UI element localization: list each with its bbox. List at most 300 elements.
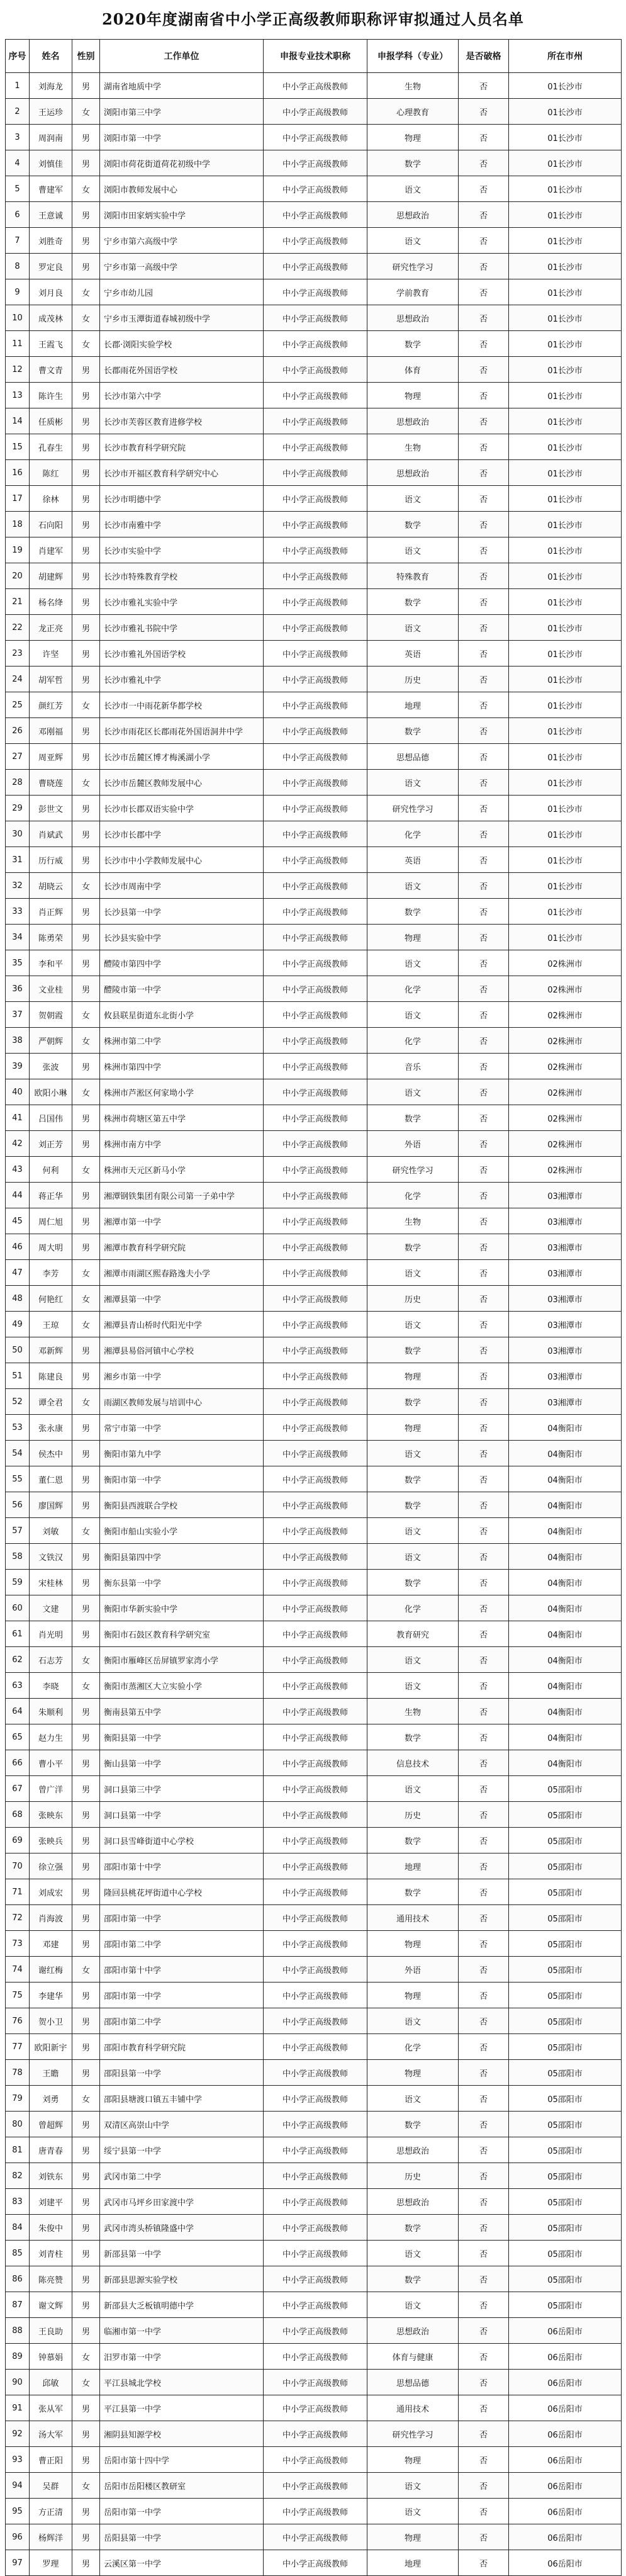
cell-exception: 否	[459, 1828, 509, 1853]
cell-title: 中小学正高级教师	[264, 1415, 367, 1441]
cell-exception: 否	[459, 254, 509, 279]
cell-title: 中小学正高级教师	[264, 486, 367, 512]
cell-exception: 否	[459, 770, 509, 796]
cell-subject: 语文	[367, 2473, 459, 2499]
cell-gender: 女	[72, 2086, 100, 2112]
cell-title: 中小学正高级教师	[264, 537, 367, 563]
cell-city: 02株洲市	[509, 1054, 622, 1079]
cell-exception: 否	[459, 2473, 509, 2499]
cell-subject: 语文	[367, 1002, 459, 1028]
cell-exception: 否	[459, 925, 509, 950]
cell-city: 01长沙市	[509, 692, 622, 718]
cell-subject: 历史	[367, 2163, 459, 2189]
cell-subject: 思想政治	[367, 460, 459, 486]
cell-index: 3	[6, 125, 30, 150]
cell-title: 中小学正高级教师	[264, 2086, 367, 2112]
cell-workplace: 株洲市南方中学	[100, 1131, 264, 1157]
cell-title: 中小学正高级教师	[264, 125, 367, 150]
cell-name: 文建	[30, 1595, 72, 1621]
cell-index: 53	[6, 1415, 30, 1441]
cell-gender: 男	[72, 537, 100, 563]
cell-workplace: 浏阳市第一中学	[100, 125, 264, 150]
cell-gender: 女	[72, 1673, 100, 1699]
cell-name: 曹建军	[30, 176, 72, 202]
table-row	[6, 770, 622, 796]
cell-title: 中小学正高级教师	[264, 2524, 367, 2550]
cell-exception: 否	[459, 2060, 509, 2086]
cell-exception: 否	[459, 976, 509, 1002]
cell-name: 邓建	[30, 1931, 72, 1957]
cell-city: 06岳阳市	[509, 2370, 622, 2395]
cell-city: 06岳阳市	[509, 2524, 622, 2550]
cell-exception: 否	[459, 125, 509, 150]
table-row	[6, 1002, 622, 1028]
cell-subject: 外语	[367, 1957, 459, 1983]
cell-subject: 语文	[367, 950, 459, 976]
cell-name: 王琼	[30, 1312, 72, 1337]
cell-gender: 男	[72, 1750, 100, 1776]
cell-exception: 否	[459, 1234, 509, 1260]
table-row	[6, 1673, 622, 1699]
cell-subject: 物理	[367, 125, 459, 150]
cell-name: 罗理	[30, 2550, 72, 2576]
cell-gender: 女	[72, 1647, 100, 1673]
cell-index: 55	[6, 1466, 30, 1492]
cell-gender: 女	[72, 770, 100, 796]
cell-city: 05邵阳市	[509, 2137, 622, 2163]
cell-index: 79	[6, 2086, 30, 2112]
cell-title: 中小学正高级教师	[264, 2163, 367, 2189]
col-header-exception: 是否破格	[459, 40, 509, 73]
cell-gender: 男	[72, 796, 100, 821]
cell-exception: 否	[459, 1157, 509, 1183]
cell-index: 17	[6, 486, 30, 512]
cell-city: 01长沙市	[509, 666, 622, 692]
cell-subject: 物理	[367, 2060, 459, 2086]
cell-workplace: 株洲市芦淞区何家坳小学	[100, 1079, 264, 1105]
cell-title: 中小学正高级教师	[264, 305, 367, 331]
cell-index: 67	[6, 1776, 30, 1802]
cell-name: 肖斌武	[30, 821, 72, 847]
cell-gender: 男	[72, 1621, 100, 1647]
cell-index: 61	[6, 1621, 30, 1647]
cell-subject: 语文	[367, 770, 459, 796]
cell-exception: 否	[459, 408, 509, 434]
cell-exception: 否	[459, 2112, 509, 2137]
cell-name: 陈建良	[30, 1363, 72, 1389]
cell-workplace: 新邵县第一中学	[100, 2241, 264, 2266]
cell-workplace: 衡山县第一中学	[100, 1750, 264, 1776]
table-row	[6, 228, 622, 254]
cell-workplace: 隆回县桃花坪街道中心学校	[100, 1879, 264, 1905]
cell-name: 李和平	[30, 950, 72, 976]
table-header-row	[6, 40, 622, 73]
cell-city: 06岳阳市	[509, 2499, 622, 2524]
cell-index: 64	[6, 1699, 30, 1724]
cell-gender: 女	[72, 1002, 100, 1028]
cell-city: 01长沙市	[509, 357, 622, 383]
cell-title: 中小学正高级教师	[264, 925, 367, 950]
cell-index: 77	[6, 2034, 30, 2060]
cell-gender: 男	[72, 615, 100, 641]
cell-city: 05邵阳市	[509, 1828, 622, 1853]
table-row	[6, 1853, 622, 1879]
cell-name: 刘海龙	[30, 73, 72, 99]
cell-gender: 男	[72, 1363, 100, 1389]
cell-name: 谭全君	[30, 1389, 72, 1415]
cell-city: 05邵阳市	[509, 2086, 622, 2112]
cell-exception: 否	[459, 615, 509, 641]
cell-exception: 否	[459, 1441, 509, 1466]
cell-name: 邓新辉	[30, 1337, 72, 1363]
cell-gender: 男	[72, 2189, 100, 2215]
table-row	[6, 1208, 622, 1234]
cell-title: 中小学正高级教师	[264, 1208, 367, 1234]
cell-index: 82	[6, 2163, 30, 2189]
cell-workplace: 岳阳市第十四中学	[100, 2447, 264, 2473]
cell-subject: 思想政治	[367, 408, 459, 434]
cell-title: 中小学正高级教师	[264, 2137, 367, 2163]
cell-index: 6	[6, 202, 30, 228]
cell-workplace: 衡阳县第四中学	[100, 1544, 264, 1570]
cell-name: 周仁旭	[30, 1208, 72, 1234]
table-row	[6, 1028, 622, 1054]
cell-index: 80	[6, 2112, 30, 2137]
cell-subject: 学前教育	[367, 279, 459, 305]
cell-title: 中小学正高级教师	[264, 2499, 367, 2524]
cell-exception: 否	[459, 1983, 509, 2008]
cell-name: 王瞻	[30, 2060, 72, 2086]
cell-subject: 数学	[367, 1466, 459, 1492]
cell-name: 肖正辉	[30, 899, 72, 925]
table-row	[6, 1879, 622, 1905]
cell-exception: 否	[459, 73, 509, 99]
cell-workplace: 宁乡市第一高级中学	[100, 254, 264, 279]
cell-name: 张从军	[30, 2395, 72, 2421]
cell-city: 05邵阳市	[509, 2112, 622, 2137]
cell-name: 周亚辉	[30, 744, 72, 770]
cell-index: 60	[6, 1595, 30, 1621]
cell-subject: 化学	[367, 2034, 459, 2060]
cell-index: 93	[6, 2447, 30, 2473]
cell-name: 曾广洋	[30, 1776, 72, 1802]
cell-exception: 否	[459, 305, 509, 331]
cell-subject: 数学	[367, 1828, 459, 1853]
cell-name: 欧阳新宇	[30, 2034, 72, 2060]
cell-city: 04衡阳市	[509, 1544, 622, 1570]
cell-exception: 否	[459, 1750, 509, 1776]
cell-title: 中小学正高级教师	[264, 1595, 367, 1621]
cell-workplace: 湘阴县知源学校	[100, 2421, 264, 2447]
cell-name: 曹晓莲	[30, 770, 72, 796]
table-row	[6, 976, 622, 1002]
cell-title: 中小学正高级教师	[264, 2112, 367, 2137]
table-row	[6, 1750, 622, 1776]
cell-title: 中小学正高级教师	[264, 692, 367, 718]
cell-exception: 否	[459, 434, 509, 460]
cell-title: 中小学正高级教师	[264, 1647, 367, 1673]
cell-name: 孔春生	[30, 434, 72, 460]
cell-exception: 否	[459, 1028, 509, 1054]
cell-title: 中小学正高级教师	[264, 1028, 367, 1054]
cell-gender: 男	[72, 228, 100, 254]
cell-subject: 思想品德	[367, 744, 459, 770]
cell-workplace: 株洲市第四中学	[100, 1054, 264, 1079]
cell-subject: 通用技术	[367, 2395, 459, 2421]
cell-workplace: 常宁市第一中学	[100, 1415, 264, 1441]
cell-city: 06岳阳市	[509, 2344, 622, 2370]
cell-index: 23	[6, 641, 30, 666]
cell-name: 陈许生	[30, 383, 72, 408]
cell-name: 刘勇	[30, 2086, 72, 2112]
cell-name: 胡建辉	[30, 563, 72, 589]
cell-title: 中小学正高级教师	[264, 202, 367, 228]
cell-city: 01长沙市	[509, 718, 622, 744]
cell-title: 中小学正高级教师	[264, 99, 367, 125]
cell-index: 26	[6, 718, 30, 744]
cell-title: 中小学正高级教师	[264, 1957, 367, 1983]
cell-exception: 否	[459, 821, 509, 847]
cell-workplace: 长沙市雅礼书院中学	[100, 615, 264, 641]
cell-gender: 男	[72, 925, 100, 950]
cell-index: 35	[6, 950, 30, 976]
cell-city: 02株洲市	[509, 1002, 622, 1028]
cell-index: 21	[6, 589, 30, 615]
cell-subject: 数学	[367, 1724, 459, 1750]
cell-city: 02株洲市	[509, 1131, 622, 1157]
cell-city: 05邵阳市	[509, 1879, 622, 1905]
table-row	[6, 2112, 622, 2137]
cell-exception: 否	[459, 460, 509, 486]
cell-city: 06岳阳市	[509, 2421, 622, 2447]
cell-subject: 历史	[367, 666, 459, 692]
cell-city: 04衡阳市	[509, 1492, 622, 1518]
cell-index: 48	[6, 1286, 30, 1312]
table-row	[6, 408, 622, 434]
table-row	[6, 2086, 622, 2112]
cell-exception: 否	[459, 2292, 509, 2318]
cell-city: 01长沙市	[509, 125, 622, 150]
cell-workplace: 邵阳市第二中学	[100, 2008, 264, 2034]
cell-gender: 男	[72, 2112, 100, 2137]
cell-gender: 男	[72, 150, 100, 176]
cell-index: 25	[6, 692, 30, 718]
cell-title: 中小学正高级教师	[264, 1802, 367, 1828]
table-row	[6, 1079, 622, 1105]
cell-exception: 否	[459, 1724, 509, 1750]
cell-name: 朱顺利	[30, 1699, 72, 1724]
cell-subject: 生物	[367, 1699, 459, 1724]
table-row	[6, 1312, 622, 1337]
cell-title: 中小学正高级教师	[264, 1931, 367, 1957]
cell-workplace: 衡阳县西渡联合学校	[100, 1492, 264, 1518]
cell-title: 中小学正高级教师	[264, 2215, 367, 2241]
cell-city: 05邵阳市	[509, 2292, 622, 2318]
cell-city: 02株洲市	[509, 1157, 622, 1183]
cell-title: 中小学正高级教师	[264, 1853, 367, 1879]
cell-title: 中小学正高级教师	[264, 847, 367, 873]
cell-title: 中小学正高级教师	[264, 408, 367, 434]
cell-workplace: 长沙市雨花区长郡雨花外国语洞井中学	[100, 718, 264, 744]
cell-index: 51	[6, 1363, 30, 1389]
cell-workplace: 衡东县第一中学	[100, 1570, 264, 1595]
cell-exception: 否	[459, 2266, 509, 2292]
cell-title: 中小学正高级教师	[264, 1441, 367, 1466]
cell-index: 96	[6, 2524, 30, 2550]
cell-city: 01长沙市	[509, 99, 622, 125]
cell-subject: 物理	[367, 1415, 459, 1441]
cell-city: 05邵阳市	[509, 1853, 622, 1879]
cell-exception: 否	[459, 2086, 509, 2112]
cell-city: 01长沙市	[509, 73, 622, 99]
cell-exception: 否	[459, 2370, 509, 2395]
cell-index: 12	[6, 357, 30, 383]
cell-title: 中小学正高级教师	[264, 1054, 367, 1079]
cell-title: 中小学正高级教师	[264, 1776, 367, 1802]
cell-city: 01长沙市	[509, 770, 622, 796]
table-row	[6, 331, 622, 357]
cell-exception: 否	[459, 2034, 509, 2060]
cell-workplace: 醴陵市第一中学	[100, 976, 264, 1002]
cell-city: 03湘潭市	[509, 1183, 622, 1208]
cell-name: 汤大军	[30, 2421, 72, 2447]
cell-gender: 男	[72, 1492, 100, 1518]
cell-workplace: 长沙市长郡双语实验中学	[100, 796, 264, 821]
table-row	[6, 357, 622, 383]
cell-gender: 女	[72, 1028, 100, 1054]
cell-gender: 男	[72, 976, 100, 1002]
cell-workplace: 岳阳县第一中学	[100, 2524, 264, 2550]
cell-gender: 男	[72, 2163, 100, 2189]
cell-subject: 数学	[367, 1337, 459, 1363]
cell-gender: 男	[72, 1105, 100, 1131]
cell-name: 谢红梅	[30, 1957, 72, 1983]
cell-title: 中小学正高级教师	[264, 1570, 367, 1595]
cell-title: 中小学正高级教师	[264, 1905, 367, 1931]
cell-name: 李晓	[30, 1673, 72, 1699]
col-header-city: 所在市州	[509, 40, 622, 73]
cell-gender: 男	[72, 2524, 100, 2550]
cell-subject: 数学	[367, 512, 459, 537]
table-row	[6, 99, 622, 125]
cell-gender: 女	[72, 1957, 100, 1983]
cell-title: 中小学正高级教师	[264, 150, 367, 176]
cell-title: 中小学正高级教师	[264, 331, 367, 357]
cell-city: 04衡阳市	[509, 1518, 622, 1544]
cell-city: 04衡阳市	[509, 1750, 622, 1776]
cell-city: 05邵阳市	[509, 1983, 622, 2008]
table-row	[6, 1492, 622, 1518]
cell-subject: 思想品德	[367, 2370, 459, 2395]
table-row	[6, 305, 622, 331]
cell-title: 中小学正高级教师	[264, 2344, 367, 2370]
cell-index: 85	[6, 2241, 30, 2266]
cell-index: 41	[6, 1105, 30, 1131]
cell-title: 中小学正高级教师	[264, 383, 367, 408]
cell-workplace: 洞口县第一中学	[100, 1802, 264, 1828]
cell-index: 86	[6, 2266, 30, 2292]
table-row	[6, 1957, 622, 1983]
cell-subject: 研究性学习	[367, 796, 459, 821]
table-row	[6, 125, 622, 150]
cell-workplace: 株洲市天元区新马小学	[100, 1157, 264, 1183]
cell-exception: 否	[459, 1879, 509, 1905]
cell-index: 84	[6, 2215, 30, 2241]
cell-city: 03湘潭市	[509, 1312, 622, 1337]
cell-exception: 否	[459, 1312, 509, 1337]
cell-subject: 物理	[367, 1983, 459, 2008]
cell-gender: 男	[72, 434, 100, 460]
cell-title: 中小学正高级教师	[264, 1879, 367, 1905]
cell-gender: 男	[72, 1337, 100, 1363]
cell-name: 欧阳小琳	[30, 1079, 72, 1105]
cell-index: 15	[6, 434, 30, 460]
cell-title: 中小学正高级教师	[264, 2034, 367, 2060]
cell-city: 02株洲市	[509, 1079, 622, 1105]
cell-title: 中小学正高级教师	[264, 512, 367, 537]
cell-city: 05邵阳市	[509, 2034, 622, 2060]
cell-city: 01长沙市	[509, 305, 622, 331]
table-row	[6, 1260, 622, 1286]
cell-gender: 男	[72, 1828, 100, 1853]
cell-title: 中小学正高级教师	[264, 821, 367, 847]
cell-name: 邓刚福	[30, 718, 72, 744]
document-title: 2020年度湖南省中小学正高级教师职称评审拟通过人员名单	[102, 10, 524, 28]
cell-city: 03湘潭市	[509, 1363, 622, 1389]
cell-index: 95	[6, 2499, 30, 2524]
cell-name: 邱敏	[30, 2370, 72, 2395]
cell-exception: 否	[459, 1054, 509, 1079]
cell-title: 中小学正高级教师	[264, 2060, 367, 2086]
cell-exception: 否	[459, 1905, 509, 1931]
cell-index: 56	[6, 1492, 30, 1518]
cell-name: 何艳红	[30, 1286, 72, 1312]
cell-gender: 男	[72, 2008, 100, 2034]
table-row	[6, 2215, 622, 2241]
cell-workplace: 浏阳市教师发展中心	[100, 176, 264, 202]
cell-exception: 否	[459, 692, 509, 718]
cell-exception: 否	[459, 1570, 509, 1595]
cell-index: 65	[6, 1724, 30, 1750]
table-row	[6, 2292, 622, 2318]
cell-name: 周润南	[30, 125, 72, 150]
cell-gender: 男	[72, 2550, 100, 2576]
cell-name: 龙正亮	[30, 615, 72, 641]
table-row	[6, 176, 622, 202]
cell-workplace: 武冈市马坪乡田家渡中学	[100, 2189, 264, 2215]
cell-subject: 数学	[367, 2215, 459, 2241]
cell-index: 30	[6, 821, 30, 847]
cell-index: 78	[6, 2060, 30, 2086]
cell-city: 01长沙市	[509, 589, 622, 615]
cell-name: 徐立强	[30, 1853, 72, 1879]
cell-index: 24	[6, 666, 30, 692]
cell-gender: 女	[72, 1079, 100, 1105]
table-row	[6, 641, 622, 666]
cell-name: 蒋正华	[30, 1183, 72, 1208]
cell-index: 22	[6, 615, 30, 641]
cell-city: 04衡阳市	[509, 1441, 622, 1466]
cell-name: 徐林	[30, 486, 72, 512]
cell-gender: 男	[72, 1234, 100, 1260]
cell-gender: 男	[72, 1054, 100, 1079]
cell-subject: 思想政治	[367, 305, 459, 331]
cell-city: 05邵阳市	[509, 1957, 622, 1983]
table-row	[6, 925, 622, 950]
table-row	[6, 2189, 622, 2215]
cell-name: 胡晓云	[30, 873, 72, 899]
cell-city: 01长沙市	[509, 899, 622, 925]
